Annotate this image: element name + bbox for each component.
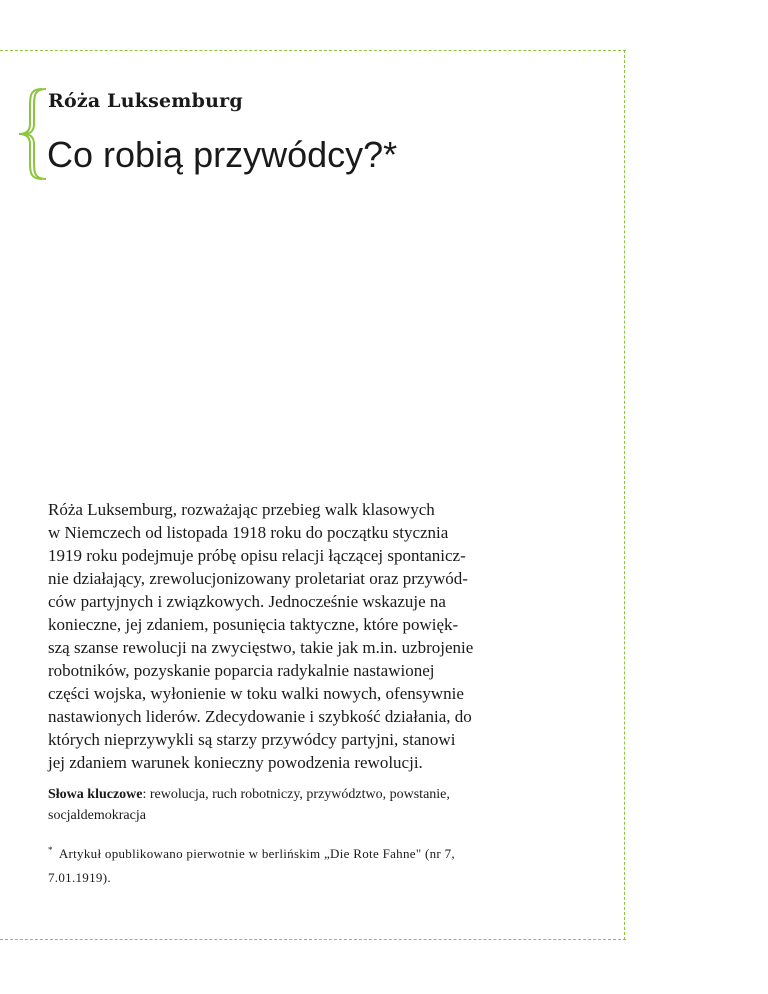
abstract-line: jej zdaniem warunek konieczny powodzenia rewolucji. (48, 753, 423, 772)
abstract-line: w Niemczech od listopada 1918 roku do początku stycznia (48, 523, 449, 542)
abstract-line: Róża Luksemburg, rozważając przebieg walk klasowych (48, 500, 435, 519)
abstract-line: robotników, pozyskanie poparcia radykalnie nastawionej (48, 661, 435, 680)
frame-top-border (0, 50, 626, 51)
footnote-text-continued: 7.01.1919). (48, 870, 111, 885)
keywords-line (48, 784, 608, 805)
frame-right-border (624, 50, 625, 940)
abstract-line: 1919 roku podejmuje próbę opisu relacji łączącej spontanicz- (48, 546, 466, 565)
footnote-text: Artykuł opublikowano pierwotnie w berlińskim „Die Rote Fahne" (nr 7, (58, 846, 455, 861)
abstract-line: których nieprzywykli są starzy przywódcy partyjni, stanowi (48, 730, 456, 749)
article-title: Co robią przywódcy?* (47, 134, 398, 175)
curly-brace-icon (16, 86, 46, 182)
abstract-line: nie działający, zrewolucjonizowany proletariat oraz przywód- (48, 569, 468, 588)
author-name: Róża Luksemburg (48, 90, 243, 112)
abstract-line: konieczne, jej zdaniem, posunięcia taktyczne, które powięk- (48, 615, 459, 634)
abstract-line: ców partyjnych i związkowych. Jednocześnie wskazuje na (48, 592, 446, 611)
keywords-label: Słowa kluczowe (48, 787, 143, 802)
keywords-list: : rewolucja, ruch robotniczy, przywództwo, powstanie, (142, 787, 450, 802)
abstract-line: nastawionych liderów. Zdecydowanie i szybkość działania, do (48, 707, 472, 726)
keywords (48, 784, 608, 826)
abstract-line: szą szanse rewolucji na zwycięstwo, takie jak m.in. uzbrojenie (48, 638, 474, 657)
frame-bottom-border (0, 939, 626, 940)
footnote (48, 838, 608, 890)
abstract-line: części wojska, wyłonienie w toku walki nowych, ofensywnie (48, 684, 464, 703)
abstract (48, 498, 608, 774)
footnote-line (48, 838, 608, 866)
keywords-list-continued: socjaldemokracja (48, 808, 146, 823)
footnote-marker: * (48, 845, 53, 855)
